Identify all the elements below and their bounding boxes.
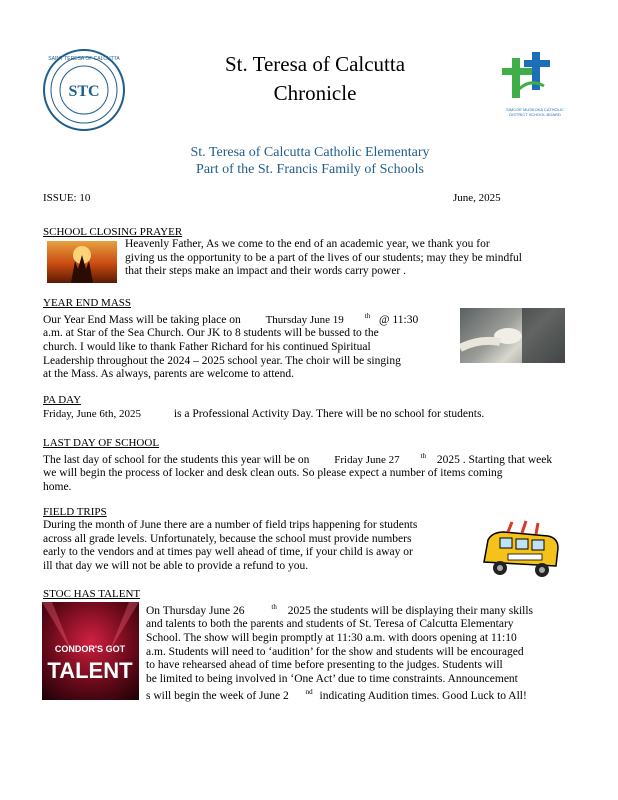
talent-date: On Thursday June 26 bbox=[146, 604, 245, 617]
last-day-text bbox=[43, 450, 571, 495]
mass-line: church. I would like to thank Father Richard for his continued Spiritual bbox=[43, 341, 371, 354]
trips-line: early to the vendors and at times pay well ahead of time, if your child is away or bbox=[43, 546, 413, 559]
mass-line-1 bbox=[43, 310, 453, 327]
mass-line: Leadership throughout the 2024 – 2025 school year. The choir will be singing bbox=[43, 354, 401, 367]
pa-date: Friday, June 6th, 2025 bbox=[43, 408, 141, 420]
logo-text: STC bbox=[68, 83, 100, 100]
talent-date-sup: th bbox=[271, 603, 277, 611]
talent-last-b: indicating Audition times. Good Luck to All! bbox=[319, 690, 527, 703]
last-day-line: home. bbox=[43, 481, 72, 494]
pa-description: is a Professional Activity Day. There will be no school for students. bbox=[173, 408, 485, 420]
trips-heading: FIELD TRIPS bbox=[43, 506, 107, 518]
prayer-line: Heavenly Father, As we come to the end of an academic year, we thank you for bbox=[125, 238, 490, 250]
talent-line: School. The show will begin promptly at 11:30 a.m. with doors opening at 11:10 bbox=[146, 632, 517, 645]
last-day-line: we will begin the process of locker and desk clean outs. So please expect a number of items coming bbox=[43, 467, 503, 480]
mass-image bbox=[460, 308, 565, 363]
last-day-line-1 bbox=[43, 450, 571, 467]
talent-image bbox=[42, 602, 139, 700]
talent-last-a: s will begin the week of June 2 bbox=[146, 690, 289, 703]
pa-text bbox=[43, 408, 484, 422]
prayer-heading: SCHOOL CLOSING PRAYER bbox=[43, 226, 183, 238]
title-line-2: Chronicle bbox=[273, 81, 357, 105]
title-line-1: St. Teresa of Calcutta bbox=[224, 52, 406, 76]
last-day-text-c: 2025 . Starting that week bbox=[436, 453, 553, 466]
school-subtitle bbox=[140, 144, 480, 178]
last-day-heading: LAST DAY OF SCHOOL bbox=[43, 437, 160, 449]
prayer-line: that their steps make an impact and their words carry power . bbox=[125, 265, 407, 278]
last-day-date-sup: th bbox=[420, 452, 426, 460]
mass-text bbox=[43, 310, 453, 382]
school-bus-icon bbox=[478, 518, 564, 582]
talent-line: and talents to both the parents and students of St. Teresa of Calcutta Elementary bbox=[146, 618, 514, 631]
mass-text-a: Our Year End Mass will be taking place on bbox=[43, 313, 241, 326]
trips-line: ill that day we will not be able to provide a refund to you. bbox=[43, 559, 309, 572]
talent-line-1 bbox=[146, 601, 574, 618]
pa-heading: PA DAY bbox=[43, 394, 82, 406]
mass-date: Thursday June 19 bbox=[265, 313, 344, 326]
talent-line: to have rehearsed ahead of time before presenting to the judges. Students will bbox=[146, 659, 503, 672]
talent-line: a.m. Students will need to ‘audition’ for the show and students will be encouraged bbox=[146, 645, 524, 658]
prayer-text bbox=[125, 238, 565, 279]
school-logo bbox=[42, 48, 126, 132]
mass-heading: YEAR END MASS bbox=[43, 297, 132, 309]
mass-date-sup: th bbox=[364, 312, 371, 320]
board-text: SIMCOE MUSKOKA CATHOLIC DISTRICT SCHOOL BOARD bbox=[506, 107, 564, 117]
school-name: St. Teresa of Calcutta Catholic Elementary bbox=[190, 145, 430, 160]
last-day-date: Friday June 27 bbox=[334, 453, 400, 466]
trips-text bbox=[43, 519, 463, 573]
trips-line: across all grade levels. Unfortunately, because the school must provide numbers bbox=[43, 532, 412, 545]
prayer-line: giving us the opportunity to be a part of the lives of our students; may they be mindful bbox=[125, 251, 523, 264]
issue-date: June, 2025 bbox=[453, 192, 501, 204]
mass-line: a.m. at Star of the Sea Church. Our JK to 8 students will be bussed to the bbox=[43, 327, 379, 340]
talent-heading: STOC HAS TALENT bbox=[43, 588, 141, 600]
talent-text bbox=[146, 601, 574, 704]
talent-line: be limited to being involved in ‘One Act’ due to time constraints. Announcement bbox=[146, 672, 518, 685]
talent-text-b: 2025 the students will be displaying their many skills bbox=[287, 604, 534, 617]
talent-image-text-1: CONDOR'S GOT bbox=[54, 644, 126, 654]
newsletter-title bbox=[180, 50, 450, 108]
last-day-text-a: The last day of school for the students this year will be on bbox=[43, 453, 310, 466]
prayer-image bbox=[47, 241, 117, 283]
board-logo bbox=[500, 50, 570, 117]
trips-line: During the month of June there are a number of field trips happening for students bbox=[43, 519, 418, 531]
mass-time: @ 11:30 bbox=[379, 313, 419, 326]
talent-image-text-2: TALENT bbox=[47, 658, 133, 683]
school-family: Part of the St. Francis Family of Schools bbox=[196, 162, 424, 177]
talent-last-line bbox=[146, 686, 574, 703]
talent-last-sup: nd bbox=[305, 688, 313, 697]
logo-ring-text: SAINT TERESA OF CALCUTTA bbox=[48, 56, 120, 62]
mass-line: at the Mass. As always, parents are welcome to attend. bbox=[43, 368, 295, 381]
issue-number: ISSUE: 10 bbox=[43, 192, 91, 204]
